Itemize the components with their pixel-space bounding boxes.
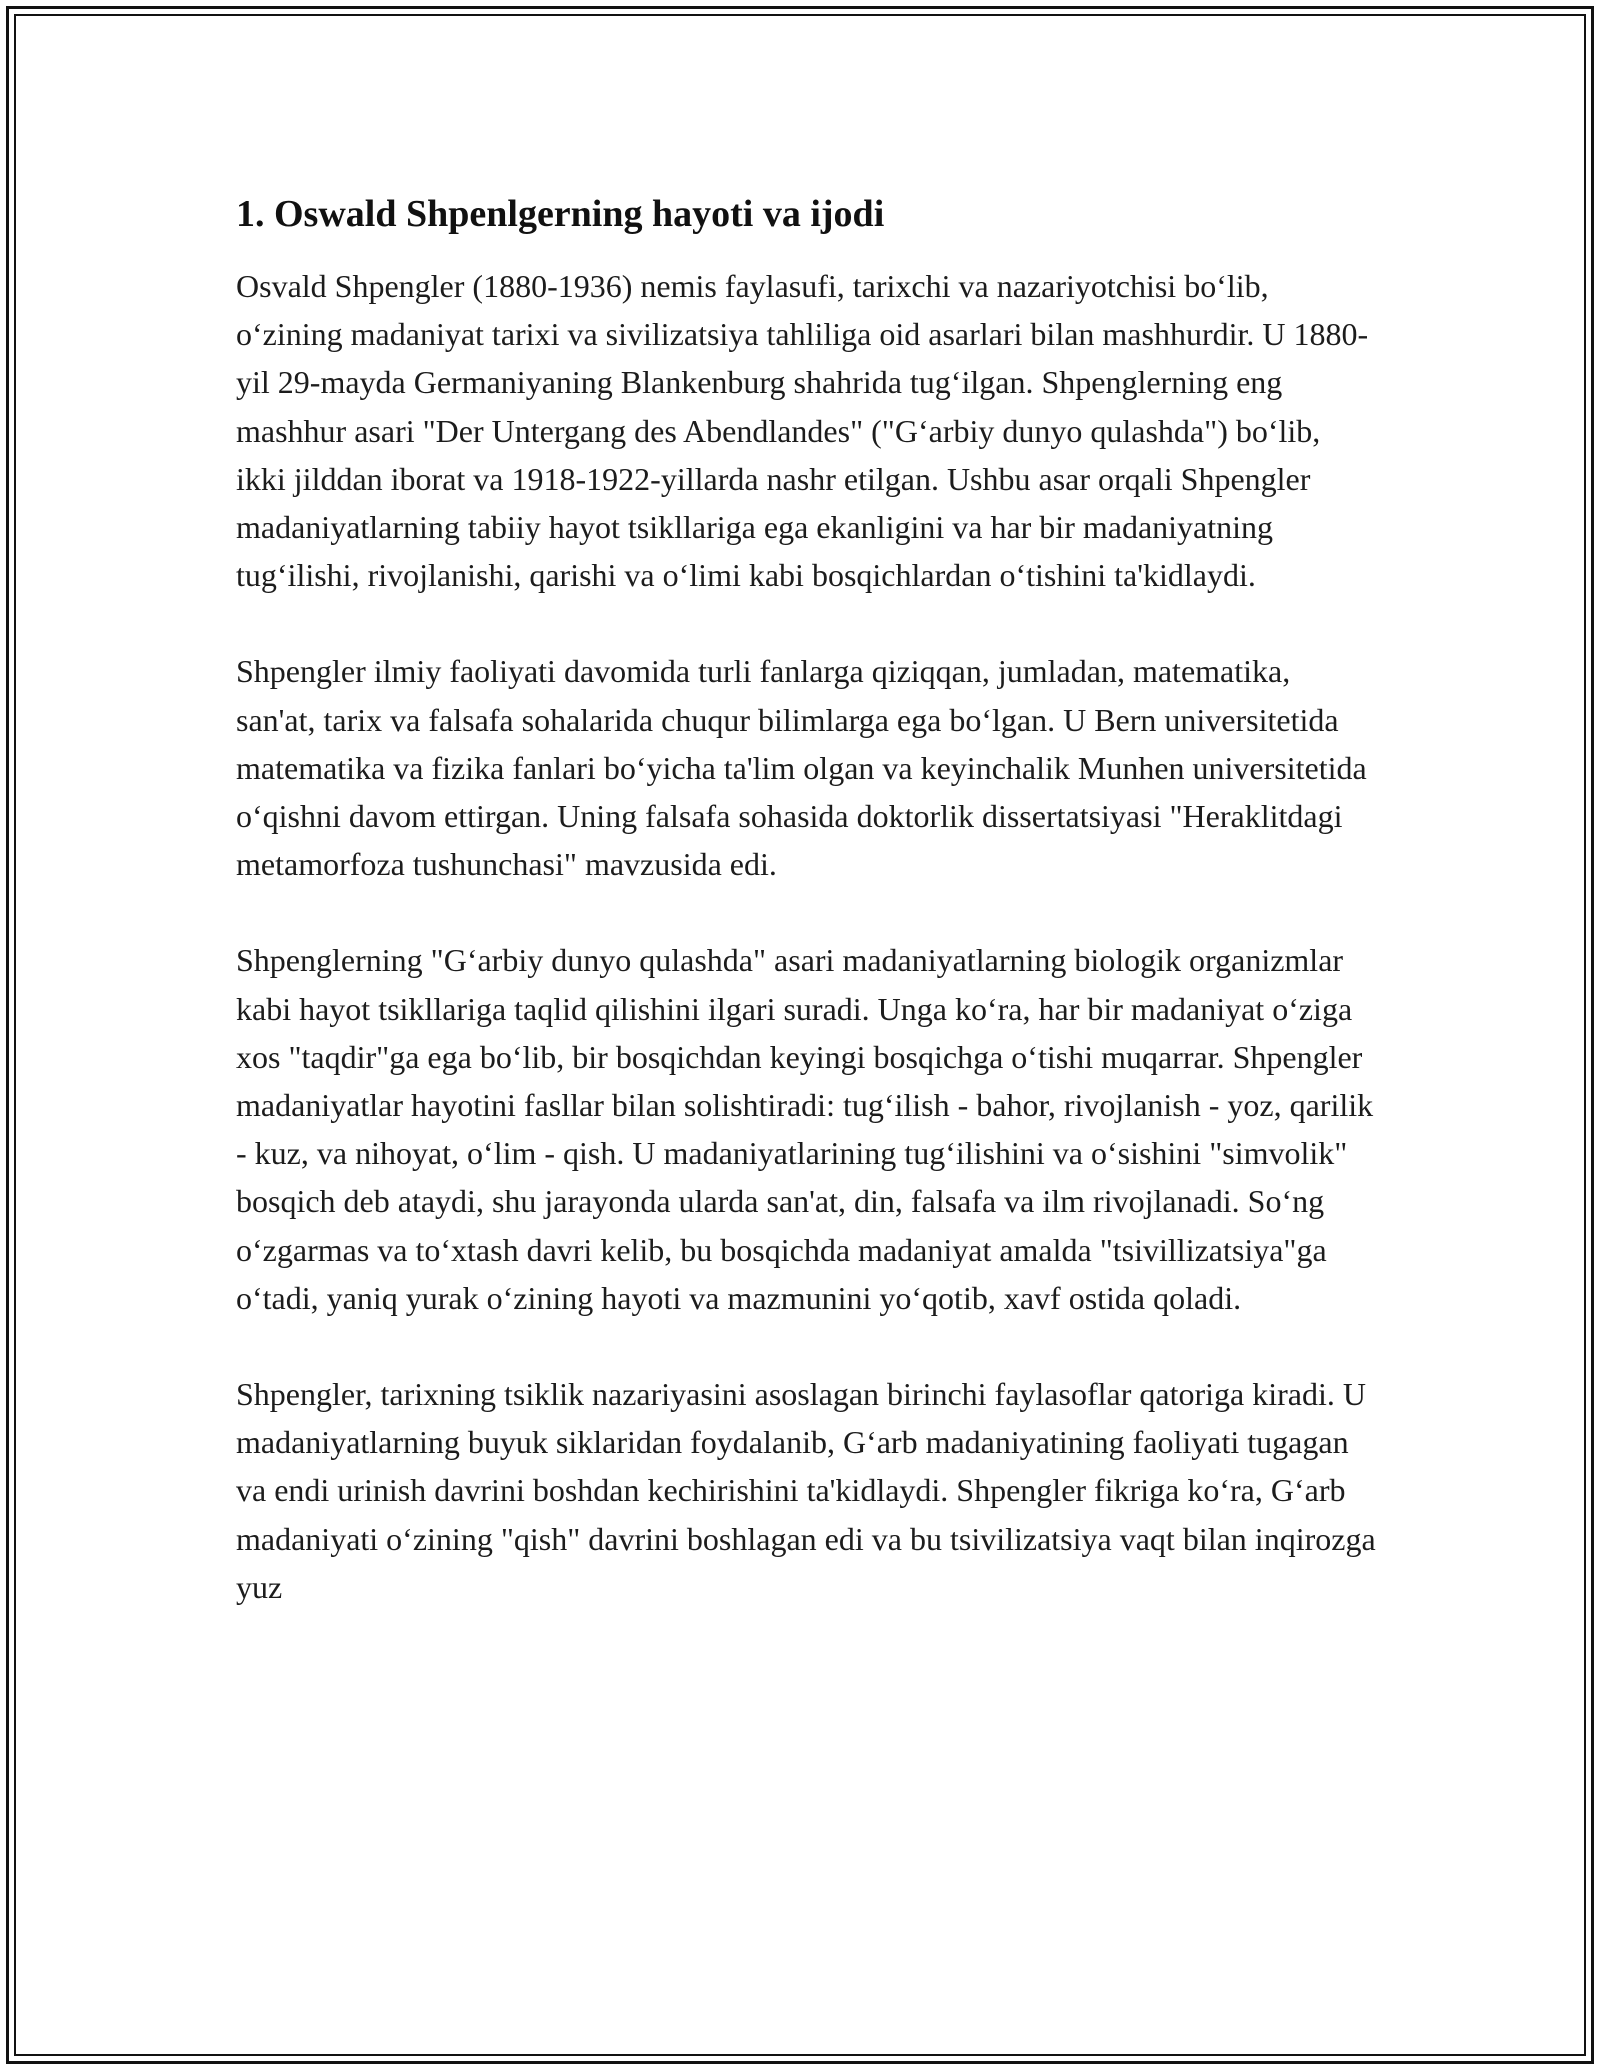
paragraph-4: Shpengler, tarixning tsiklik nazariyasini asoslagan birinchi faylasoflar qatoriga kiradi. U madaniyatlarning buyuk siklaridan foydalanib, G‘arb madaniyatining faoliyati tugagan va endi urinish davrini boshdan kechirishini ta'kidlaydi. Shpengler fikriga ko‘ra, G‘arb madaniyati o‘zining "qish" davrini boshlagan edi va bu tsivilizatsiya vaqt bilan inqirozga yuz	[236, 1376, 1376, 1605]
paragraph-2: Shpengler ilmiy faoliyati davomida turli fanlarga qiziqqan, jumladan, matematika, san'at, tarix va falsafa sohalarida chuqur bilimlarga ega bo‘lgan. U Bern universitetida matematika va fizika fanlari bo‘yicha ta'lim olgan va keyinchalik Munhen universitetida o‘qishni davom ettirgan. Uning falsafa sohasida doktorlik dissertatsiyasi "Heraklitdagi metamorfoza tushunchasi" mavzusida edi.	[236, 653, 1367, 883]
paragraph-1: Osvald Shpengler (1880-1936) nemis faylasufi, tarixchi va nazariyotchisi bo‘lib, o‘zining madaniyat tarixi va sivilizatsiya tahliliga oid asarlari bilan mashhurdir. U 1880-yil 29-mayda Germaniyaning Blankenburg shahrida tug‘ilgan. Shpenglerning eng mashhur asari "Der Untergang des Abendlandes" ("G‘arbiy dunyo qulashda") bo‘lib, ikki jilddan iborat va 1918-1922-yillarda nashr etilgan. Ushbu asar orqali Shpengler madaniyatlarning tabiiy hayot tsikllariga ega ekanligini va har bir madaniyatning tug‘ilishi, rivojlanishi, qarishi va o‘limi kabi bosqichlardan o‘tishini ta'kidlaydi.	[236, 268, 1369, 594]
document-body	[236, 186, 1376, 1659]
section-heading: 1. Oswald Shpenlgerning hayoti va ijodi	[236, 193, 885, 235]
paragraph-3: Shpenglerning "G‘arbiy dunyo qulashda" asari madaniyatlarning biologik organizmlar kabi hayot tsikllariga taqlid qilishini ilgari suradi. Unga ko‘ra, har bir madaniyat o‘ziga xos "taqdir"ga ega bo‘lib, bir bosqichdan keyingi bosqichga o‘tishi muqarrar. Shpengler madaniyatlar hayotini fasllar bilan solishtiradi: tug‘ilish - bahor, rivojlanish - yoz, qarilik - kuz, va nihoyat, o‘lim - qish. U madaniyatlarining tug‘ilishini va o‘sishini "simvolik" bosqich deb ataydi, shu jarayonda ularda san'at, din, falsafa va ilm rivojlanadi. So‘ng o‘zgarmas va to‘xtash davri kelib, bu bosqichda madaniyat amalda "tsivillizatsiya"ga o‘tadi, yaniq yurak o‘zining hayoti va mazmunini yo‘qotib, xavf ostida qoladi.	[236, 942, 1374, 1316]
